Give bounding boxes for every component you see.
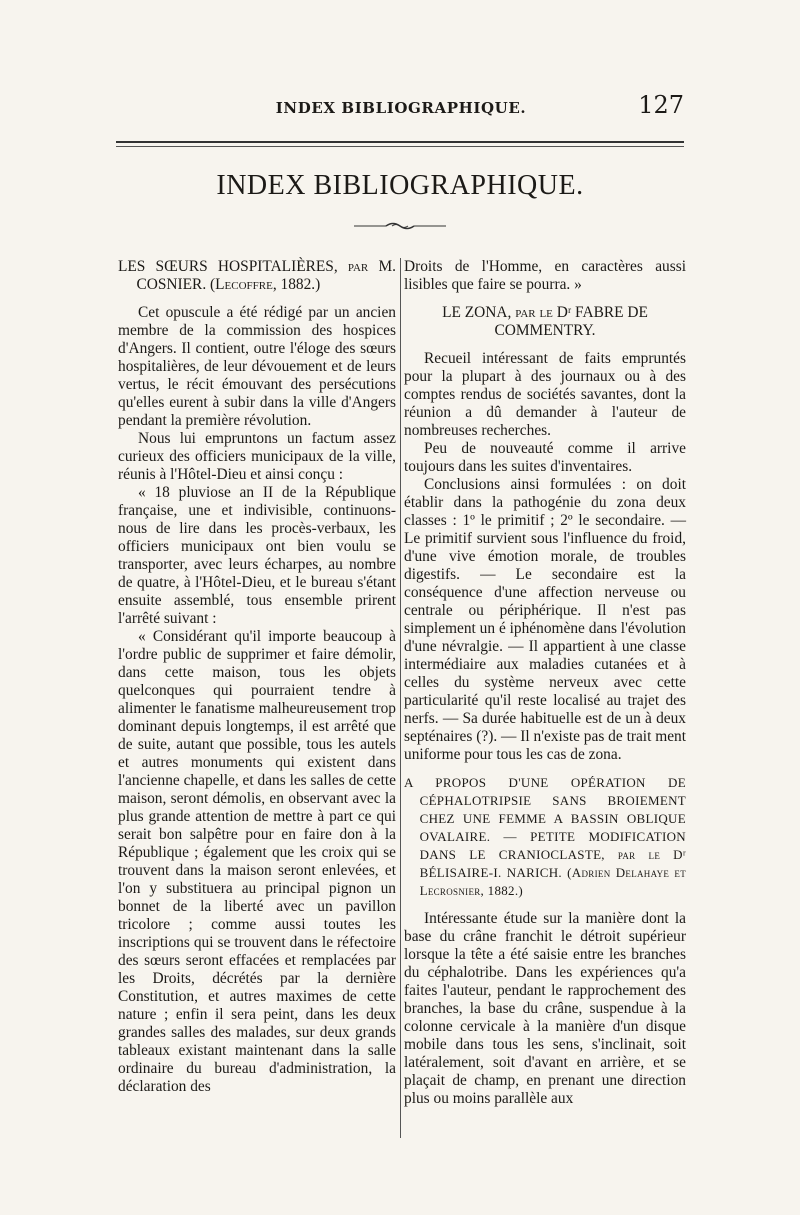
- running-head: [118, 91, 684, 125]
- paragraph: Cet opuscule a été rédigé par un ancien membre de la commission des hospices d'Angers. Il contient, outre l'éloge des sœurs hospitalières, de leur dévouement et de leurs vertus, le récit émouvant des persécutions qu'elles eurent à subir dans la ville d'Angers pendant la première révolution.: [118, 304, 396, 429]
- header-rule-thin: [116, 146, 684, 147]
- ornament-divider: [352, 220, 448, 232]
- page-title: INDEX BIBLIOGRAPHIQUE.: [216, 170, 584, 201]
- paragraph: Conclusions ainsi formulées : on doit établir dans la pathogénie du zona deux classes : 1º le primitif ; 2º le secondaire. — Le primitif survient sous l'influence du froid, d'une vive émotion morale, de troubles digestifs. — Le secondaire est la conséquence d'une affection nerveuse ou centrale ou périphérique. Il n'est pas simplement un é iphénomène dans l'évolution d'une névralgie. — Il appartient à une classe intermédiaire aux maladies cutanées et à celles du système nerveux avec cette particularité qu'il reste localisé au trajet des nerfs. — Sa durée habituelle est de un à deux septénaires (?). — Il n'existe pas de trait ment uniforme pour tous les cas de zona.: [404, 476, 686, 763]
- entry-heading: A PROPOS D'UNE OPÉRATION DE CÉPHALOTRIPSIE SANS BROIEMENT CHEZ UNE FEMME A BASSIN OBLIQUE OVALAIRE. — PETITE MODIFICATION DANS LE CRANIOCLASTE, par le Dʳ BÉLISAIRE-I. NARICH. (Adrien Delahaye et Lecrosnier, 1882.): [404, 775, 686, 898]
- column-divider: [400, 258, 401, 1138]
- paragraph: « 18 pluviose an II de la République française, une et indivisible, continuons-nous de lire dans les procès-verbaux, les officiers municipaux ont bien voulu se transporter, avec leurs écharpes, au nombre de quatre, à l'Hôtel-Dieu, et le bureau s'étant ensuite assemblé, tous ensemble prirent l'arrêté suivant :: [118, 484, 396, 627]
- paragraph: « Considérant qu'il importe beaucoup à l'ordre public de supprimer et faire démolir, dans cette maison, tous les objets quelconques qui pourraient tendre à alimenter le fanatisme malheureusement trop dominant depuis longtemps, il est arrêté que de suite, autant que possible, tous les autels et autres monuments qui existent dans l'ancienne chapelle, et dans les salles de cette maison, seront démolis, en observant avec la plus grande attention de mettre à part ce qui serait bon salpêtre pour en faire don à la République ; également que les croix qui se trouvent dans la maison seront enlevées, et l'on y substituera au principal pignon un bonnet de la liberté avec un pavillon tricolore ; comme aussi toutes les inscriptions qui se trouvent dans le réfectoire des sœurs seront effacées et remplacées par les Droits, décrétés par la dernière Constitution, et autres maximes de cette nature ; enfin il sera peint, dans les deux grandes salles des malades, sur deux grands tableaux existant maintenant dans la salle ordinaire du bureau d'administration, la déclaration des: [118, 628, 396, 1095]
- page-number: 127: [638, 91, 684, 119]
- paragraph: Peu de nouveauté comme il arrive toujours dans les suites d'inventaires.: [404, 440, 686, 475]
- paragraph: Droits de l'Homme, en caractères aussi lisibles que faire se pourra. »: [404, 258, 686, 293]
- paragraph: Recueil intéressant de faits empruntés pour la plupart à des journaux ou à des comptes rendus de sociétés savantes, dont la réunion a dû demander à l'auteur de nombreuses recherches.: [404, 350, 686, 439]
- running-title: INDEX BIBLIOGRAPHIQUE.: [275, 99, 527, 117]
- header-rule-thick: [116, 141, 684, 143]
- left-column: [118, 258, 396, 1096]
- paragraph: Nous lui empruntons un factum assez curieux des officiers municipaux de la ville, réunis à l'Hôtel-Dieu et ainsi conçu :: [118, 430, 396, 483]
- entry-heading: LE ZONA, par le Dʳ FABRE DE COMMENTRY.: [442, 304, 648, 339]
- paragraph: Intéressante étude sur la manière dont la base du crâne franchit le détroit supérieur lorsque la tête a été saisie entre les branches du céphalotribe. Dans les expériences qu'a faites l'auteur, pendant le rapprochement des branches, la base du crâne, suspendue à la colonne cervicale à la manière d'un disque mobile dans tous les sens, s'inclinait, soit latéralement, soit d'avant en arrière, et se plaçait de champ, en prenant une direction plus ou moins parallèle aux: [404, 910, 686, 1107]
- entry-heading: LES SŒURS HOSPITALIÈRES, par M. COSNIER. (Lecoffre, 1882.): [118, 258, 396, 293]
- right-column: [404, 258, 686, 1108]
